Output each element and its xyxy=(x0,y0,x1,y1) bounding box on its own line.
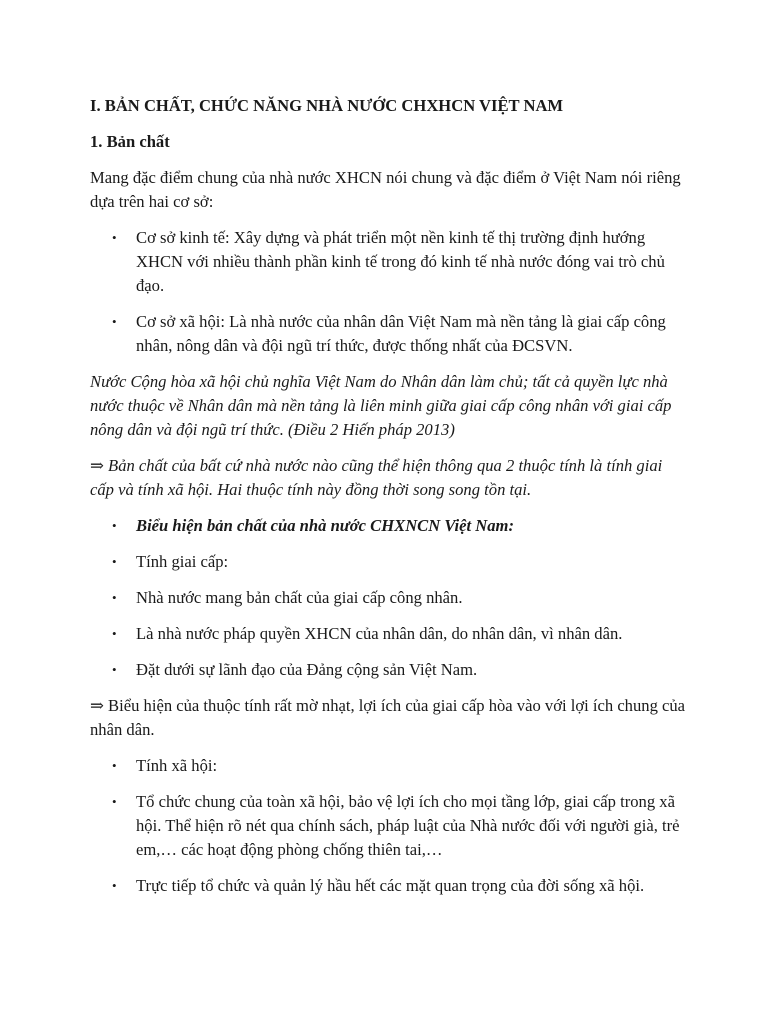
list-item-working-class xyxy=(90,586,690,610)
list-item-social-basis xyxy=(90,310,690,358)
expression-list xyxy=(90,514,690,682)
main-heading: I. BẢN CHẤT, CHỨC NĂNG NHÀ NƯỚC CHXHCN VIỆT NAM xyxy=(90,96,564,115)
list-item-direct-management xyxy=(90,874,690,898)
list-item-class-nature xyxy=(90,550,690,574)
list-item-economic-basis xyxy=(90,226,690,298)
list-item-common-organization xyxy=(90,790,690,862)
section-heading: 1. Bản chất xyxy=(90,132,170,151)
list-item-text: Biểu hiện bản chất của nhà nước CHXNCN Việt Nam: xyxy=(136,516,514,535)
list-item-text: Tính giai cấp: xyxy=(136,552,229,571)
list-item-text: Tính xã hội: xyxy=(136,756,218,775)
list-item-text: Trực tiếp tổ chức và quản lý hầu hết các mặt quan trọng của đời sống xã hội. xyxy=(136,876,645,895)
constitution-quote: Nước Cộng hòa xã hội chủ nghĩa Việt Nam do Nhân dân làm chủ; tất cả quyền lực nhà nước thuộc về Nhân dân mà nền tảng là liên minh giữa giai cấp công nhân với giai cấp nông dân và đội ngũ trí thức. (Điều 2 Hiến pháp 2013) xyxy=(90,372,672,439)
bullet-icon: • xyxy=(112,230,117,245)
list-item-text: Tổ chức chung của toàn xã hội, bảo vệ lợi ích cho mọi tầng lớp, giai cấp trong xã hội. Thể hiện rõ nét qua chính sách, pháp luật của Nhà nước đối với người già, trẻ em,… các hoạt động phòng chống thiên tai,… xyxy=(136,792,680,859)
bullet-icon: • xyxy=(112,626,117,641)
bases-list xyxy=(90,226,690,358)
list-item-expression-heading xyxy=(90,514,690,538)
bullet-icon: • xyxy=(112,518,117,533)
bullet-icon: • xyxy=(112,794,117,809)
list-item-social-nature xyxy=(90,754,690,778)
list-item-text: Nhà nước mang bản chất của giai cấp công nhân. xyxy=(136,588,463,607)
list-item-text: Đặt dưới sự lãnh đạo của Đảng cộng sản Việt Nam. xyxy=(136,660,478,679)
bullet-icon: • xyxy=(112,878,117,893)
list-item-rule-of-law xyxy=(90,622,690,646)
document-page xyxy=(90,94,690,910)
conclusion-paragraph-1: ⇒ Bản chất của bất cứ nhà nước nào cũng thể hiện thông qua 2 thuộc tính là tính giai cấp và tính xã hội. Hai thuộc tính này đồng thời song song tồn tại. xyxy=(90,456,663,499)
intro-paragraph: Mang đặc điểm chung của nhà nước XHCN nói chung và đặc điểm ở Việt Nam nói riêng dựa trên hai cơ sở: xyxy=(90,168,681,211)
social-list xyxy=(90,754,690,898)
list-item-text: Là nhà nước pháp quyền XHCN của nhân dân, do nhân dân, vì nhân dân. xyxy=(136,624,623,643)
list-item-party-leadership xyxy=(90,658,690,682)
bullet-icon: • xyxy=(112,662,117,677)
list-item-text: Cơ sở kinh tế: Xây dựng và phát triển một nền kinh tế thị trường định hướng XHCN với nhiều thành phần kinh tế trong đó kinh tế nhà nước đóng vai trò chủ đạo. xyxy=(136,228,665,295)
bullet-icon: • xyxy=(112,554,117,569)
bullet-icon: • xyxy=(112,590,117,605)
bullet-icon: • xyxy=(112,314,117,329)
conclusion-paragraph-2: ⇒ Biểu hiện của thuộc tính rất mờ nhạt, lợi ích của giai cấp hòa vào với lợi ích chung của nhân dân. xyxy=(90,696,686,739)
list-item-text: Cơ sở xã hội: Là nhà nước của nhân dân Việt Nam mà nền tảng là giai cấp công nhân, nông dân và đội ngũ trí thức, được thống nhất của ĐCSVN. xyxy=(136,312,666,355)
bullet-icon: • xyxy=(112,758,117,773)
